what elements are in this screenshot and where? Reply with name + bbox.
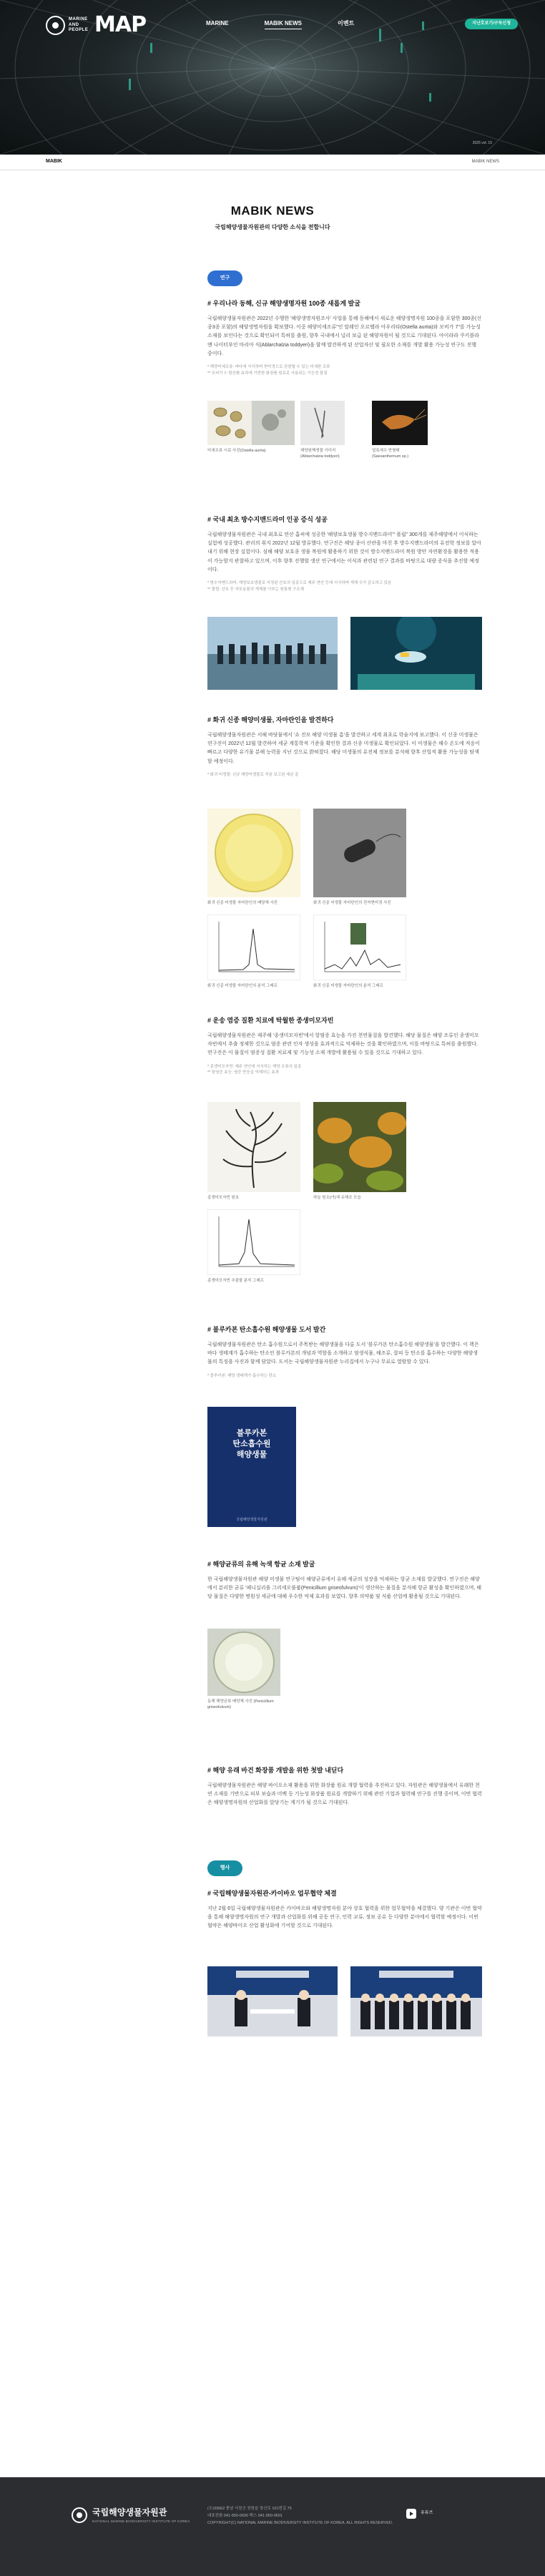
seaweed-underwater-photo xyxy=(313,1102,406,1192)
fungus-culture-photo xyxy=(207,1629,280,1696)
category-badge-event: 행사 xyxy=(207,1860,242,1876)
article-note: * 화귀 미생물: 신규 해양미생물로 처음 보고된 세균 종 xyxy=(207,772,299,777)
figure-caption: 하늘 원조(아)새 유해조 모습 xyxy=(313,1196,361,1200)
extract-analysis-graph xyxy=(207,1209,300,1275)
article-note: * 종생미모자빈: 제주 연안에 서식하는 해양 조류의 일종 xyxy=(207,1064,302,1069)
agreement-photo-2 xyxy=(350,1966,482,2036)
article-body: 국립해양생물자원관은 제주해 '종생미모자빈'에서 항염증 효능을 가진 천연물질을 발견했다. 해당 물질은 해양 조류인 종생미모자빈에서 추출 정제한 것으로 염증 관련 인자 생성을 효과적으로 억제하는 것을 확인하였으며, 이를 바탕으로 특허를 출원했다. 연구진은 이 물질이 염증성 질환 치료제 및 기능성 소재 개발에 활용될 수 있을 것으로 기대하고 있다. xyxy=(207,1033,479,1056)
figure-caption: 해양원핵생물 이미지(Ablarchalzia toddyeri) xyxy=(300,449,340,459)
article-title: # 우리나라 동해, 신규 해양생명자원 100종 새롭게 발굴 xyxy=(207,300,360,307)
site-logo[interactable] xyxy=(46,9,146,42)
footer-org-name-en: NATIONAL MARINE BIODIVERSITY INSTITUTE OF KOREA xyxy=(92,2519,190,2523)
page-subtitle: 국립해양생물자원관의 다양한 소식을 전합니다 xyxy=(215,224,330,231)
footer-org-name: 국립해양생물자원관 xyxy=(92,2507,167,2517)
footer-logo-icon xyxy=(72,2507,87,2523)
article-note: * 방수지맨드라미: 해양보호생물로 지정된 산호의 일종으로 제주 연안 등에 서식하며 개체 수가 감소하고 있음 xyxy=(207,581,392,586)
article-4 xyxy=(207,1016,482,1076)
article-7 xyxy=(207,1766,482,1808)
figure-caption: 종생미모자빈 추출물 분석 그래프 xyxy=(207,1279,264,1283)
page-title: MABIK NEWS xyxy=(230,204,315,218)
book-cover[interactable] xyxy=(207,1407,296,1527)
top-navigation-bar xyxy=(0,0,545,46)
shrimp-photo xyxy=(372,401,428,445)
article-5 xyxy=(207,1325,482,1379)
article-body: 국립해양생물자원관은 해양 바이오소재 활용을 위한 화장품 원료 개발 협력을 추진하고 있다. 자원관은 해양생물에서 유래한 천연 소재를 기반으로 피부 보습과 미백 등 기능성 화장품 원료를 개발하기 위해 관련 기업과 협력해 연구를 진행 중이며, 이번 협력은 해양생명자원의 산업화를 앞당기는 계기가 될 것으로 기대된다. xyxy=(207,1782,482,1806)
figure-caption: 얼룩새우 반형태 (Saesanthemum sp.) xyxy=(372,449,409,459)
figure-caption: 동해 해양균류 배양체 사진 (Penicillium griseofulvum) xyxy=(207,1699,274,1710)
logo-text: MAP xyxy=(94,12,147,37)
article-3 xyxy=(207,716,482,779)
article-title: # 국내 최초 방수지맨드라미 인공 증식 성공 xyxy=(207,516,328,523)
article-title: # 해양 유래 바건 화장품 개발을 위한 첫발 내딛다 xyxy=(207,1767,344,1774)
hero-credit: 2025 vol. 15 xyxy=(472,141,492,145)
article-body: 한 국립해양생물자원관 해양 미생물 연구팀이 해양균류에서 유해 세균의 성장을 억제하는 항균 소재를 발굴했다. 연구진은 해양에서 분리한 균류 '페니실리움 그리세오풀붐(Penicillium griseofulvum)'이 생산하는 물질을 분석해 항균 활성을 확인하였으며, 해당 물질은 다양한 병원성 세균에 대해 우수한 억제 효과를 보였다. 향후 의약품 및 식품 산업에 활용될 것으로 기대된다. xyxy=(207,1576,481,1600)
breadcrumb-title[interactable]: MABIK xyxy=(46,159,62,165)
footer-address: (우)33662 충남 서천군 장항읍 장산로 101번길 75 xyxy=(207,2507,292,2511)
nav-item-marine[interactable]: MARINE xyxy=(206,20,229,26)
breadcrumb-path: MABIK NEWS xyxy=(471,159,499,164)
article-title: # 블루카본 탄소흡수원 해양생물 도서 발간 xyxy=(207,1326,326,1333)
article-notes xyxy=(207,772,482,779)
footer-copyright: COPYRIGHT(C) NATIONAL MARINE BIODIVERSITY INSTITUTE OF KOREA. ALL RIGHTS RESERVED. xyxy=(207,2520,393,2525)
article-notes xyxy=(207,1373,482,1380)
article-body: 국립해양생물자원관은 탄소 흡수원으로서 주목받는 해양생물을 다룬 도서 '블루카본 탄소흡수원 해양생물'을 발간했다. 이 책은 바다 생태계가 흡수하는 탄소인 블루카본의 개념과 역할을 소개하고 염생식물, 해조류, 잘피 등 탄소를 흡수하는 다양한 해양생물의 특징을 사진과 함께 담았다. 도서는 국립해양생물자원관 누리집에서 누구나 무료로 열람할 수 있다. xyxy=(207,1342,479,1365)
footer-sns-label: 유튜브 xyxy=(421,2511,433,2516)
category-badge-research: 연구 xyxy=(207,270,242,286)
figure-caption: 화귀 신종 미생물 자마란인의 분석 그래프 xyxy=(313,984,383,988)
article-title: # 국립해양생물자원관-카이바오 업무협약 체결 xyxy=(207,1890,337,1897)
electron-micrograph xyxy=(313,809,406,897)
article-6 xyxy=(207,1560,482,1602)
analysis-graph xyxy=(313,914,406,980)
footer-phone: 대표전화 041-950-0600 팩스 041-950-0601 xyxy=(207,2513,283,2518)
main-nav xyxy=(206,19,390,29)
subscribe-button[interactable]: 지난호보기/구독신청 xyxy=(465,19,518,29)
hero-banner xyxy=(0,0,545,155)
logo-small-text: MARINE AND PEOPLE xyxy=(69,17,89,32)
article-2-photo-diver xyxy=(350,617,482,690)
article-1 xyxy=(207,299,482,377)
article-notes xyxy=(207,1064,482,1077)
figure-caption: 화귀 신종 미생물 자마란인의 분석 그래프 xyxy=(207,984,278,988)
article-title: # 해양균류의 유해 녹색 항균 소재 발굴 xyxy=(207,1561,315,1568)
book-title-line: 해양생물 xyxy=(236,1450,267,1459)
figure-caption: 미세조류 시료 사진(Ostella aurita) xyxy=(207,449,266,453)
article-title: # 화귀 신종 해양미생물, 자마란인을 발견하다 xyxy=(207,716,334,723)
analysis-graph xyxy=(207,914,300,980)
article-2-photo-group xyxy=(207,617,338,690)
article-body: 국립해양생물자원관은 국내 최초로 연산 흡씨에 성공한 '해양보호생물 방수지맨드라미"' 폴립" 300개를 제주해양에서 이식하는 실험에 성공했다. 관리의 취지 2022년 12월 방류했다. 연구진은 해당 종이 산란을 마친 후 방수지맨드라미의 유전학 정보를 알아내기 위해 현장 실험이다. 심해 해양 보호종 생물 복원에 활용하기 위한 것이 방수지맨드라미 복원 방안 자연환경을 활용한 적용이 가능할지 관찰하고 있으며, 이후 향후 진행할 생산 연구에서는 이식과 관련된 연구 결과를 바탕으로 대량 증식을 추진할 예정이다. xyxy=(207,532,481,572)
book-title-line: 탄소흡수원 xyxy=(232,1439,271,1448)
article-note: ** 폴립: 산호 등 자포동물의 개체를 이루는 원통형 구조체 xyxy=(207,587,304,592)
nav-item-mabik-news[interactable]: MABIK NEWS xyxy=(265,19,302,29)
seaweed-specimen-photo xyxy=(207,1102,300,1192)
article-notes xyxy=(207,580,482,593)
footer-info xyxy=(207,2506,393,2527)
article-notes xyxy=(207,364,482,377)
figure-caption: 종생미모자빈 원초 xyxy=(207,1196,240,1200)
article-body: 국립해양생물자원관은 서해 바닷물에서 '쇼 진모 해양 미생물 흠'을 발견하고 세계 최초로 학술지에 보고했다. 이 신종 미생물은 연구진이 2022년 12월 발견하여 세균 계통학적 기준을 확인한 결과 신종 미생물로 확인되었다. 이 미생물은 해수 온도에 적응이 빠르고 다양한 유기물 분해 능력을 지닌 것으로 밝혀졌다. 해당 미생물의 유전체 정보를 분석해 향후 산업적 활용 가능성을 탐색할 예정이다. xyxy=(207,732,480,764)
footer-youtube-link[interactable] xyxy=(406,2509,433,2519)
article-note: * 블루카본: 해양 생태계가 흡수하는 탄소 xyxy=(207,1373,277,1378)
article-body: 국립해양생물자원관은 2022년 수행한 '해양생명자원조사' 사업을 통해 동해에서 새로운 해양생명자원 100종을 포함한 300종(신종3종 포함)의 해양생명자원을 확보했다. 이중 해양미세조류"인 말레인 오르텔라 아우리타(Ostella aurita)와 모비가 7"를 가능성 소재를 보인다는 것으로 확인되어 특허를 출원, 향후 국내에서 널리 보급 된 해양자원이 될 것으로 기대된다. 아이라라 쿠키블라 앤 나이터부인 마리아 식(Ablarchalzia toddyeri)을 함께 발견하게 된 산업자산 및 필요한 소재를 개발 활용 가능성 연구도 진행 중이다. xyxy=(207,316,482,356)
prokaryote-photo xyxy=(300,401,345,445)
article-2 xyxy=(207,515,482,593)
site-footer xyxy=(0,2477,545,2576)
article-note: ** 모비가 7: 항산화 효과에 기반한 화장품 원료로 사용되는 기능성 물질 xyxy=(207,371,328,376)
microalgae-photo xyxy=(207,401,295,445)
culture-dish-photo xyxy=(207,809,300,897)
figure-caption: 화귀 신종 미생물 자마란인의 배양체 사진 xyxy=(207,901,278,905)
news-header xyxy=(0,170,545,233)
logo-mark-icon xyxy=(46,16,65,35)
book-publisher: 국립해양생물자원관 xyxy=(236,1517,267,1522)
figure-caption: 화귀 신종 미생물 자마란인의 전자현미경 사진 xyxy=(313,901,391,905)
article-title: # 운송 염증 질환 치료에 탁월한 종생미모자빈 xyxy=(207,1017,334,1024)
youtube-icon xyxy=(406,2509,416,2519)
article-8 xyxy=(207,1889,482,1931)
breadcrumb xyxy=(0,155,545,170)
article-note: * 해양미세조류: 바다에 서식하며 현미경으로 관찰할 수 있는 미세한 조류 xyxy=(207,365,330,370)
footer-logo[interactable] xyxy=(72,2506,190,2524)
book-title-line: 블루카본 xyxy=(236,1429,267,1438)
article-body: 지난 2월 6일 국립해양생물자원관은 카이바오와 해양생명자원 분야 상호 협력을 위한 업무협약을 체결했다. 양 기관은 이번 협약을 통해 해양생명자원의 연구 개발과 산업화를 위해 공동 연구, 인력 교류, 정보 공유 등 다양한 분야에서 협력할 예정이다. 이번 협약은 해양바이오 산업 활성화에 기여할 것으로 기대된다. xyxy=(207,1906,482,1929)
nav-item-event[interactable]: 이벤트 xyxy=(338,20,355,26)
agreement-photo-1 xyxy=(207,1966,338,2036)
article-note: ** 항염증 효능: 염증 반응을 억제하는 효과 xyxy=(207,1070,279,1075)
